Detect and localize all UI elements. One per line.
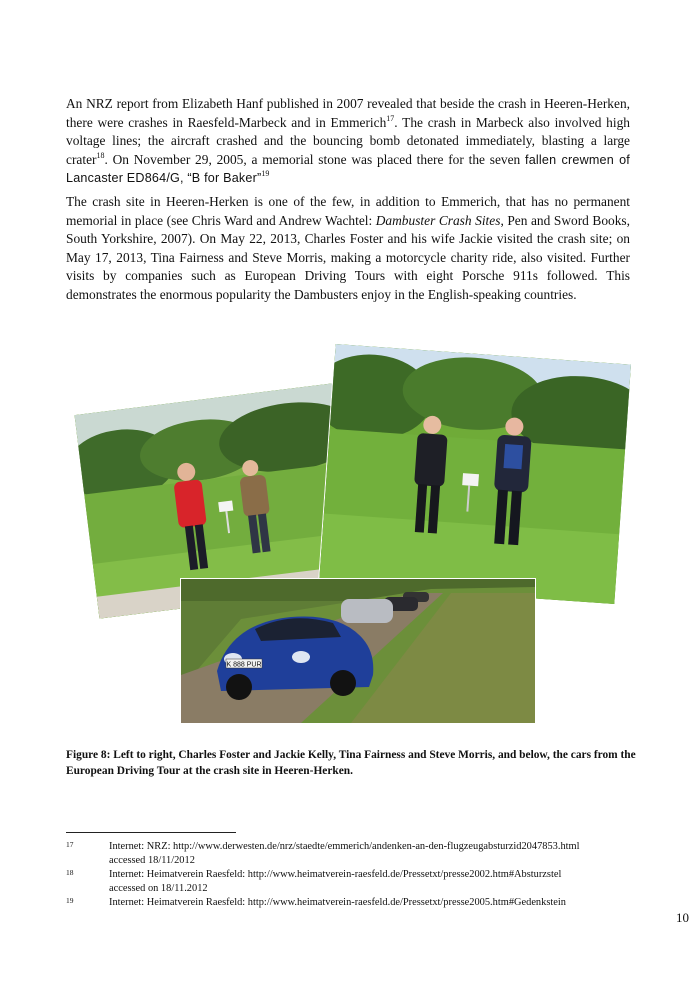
photo-porsche-tour: [181, 579, 535, 723]
footnote-number: 17: [66, 840, 74, 849]
footnote-number: 18: [66, 868, 74, 877]
book-title: Dambuster Crash Sites: [375, 212, 501, 228]
footnote-number: 19: [66, 896, 74, 905]
footnote-link[interactable]: Internet: Heimatverein Raesfeld: http://www.heimatverein-raesfeld.de/Pressetxt/presse2005.htm#Gedenkstein: [109, 897, 566, 908]
license-plate: K 888 PUR: [226, 661, 262, 669]
lancaster-text: fallen crewmen of Lancaster ED864/G, “B for Baker”: [66, 152, 630, 186]
footnote-accessed: accessed 18/11/2012: [109, 855, 195, 867]
figure-caption: Figure 8: Left to right, Charles Foster and Jackie Kelly, Tina Fairness and Steve Morris, and below, the cars from the European Driving Tour at the crash site in Heeren-Herken.: [66, 749, 636, 777]
footnote-ref-18[interactable]: 18: [96, 150, 105, 160]
footnote-link[interactable]: Internet: NRZ: http://www.derwesten.de/nrz/staedte/emmerich/andenken-an-den-flugzeugabsturzid2047853.html: [109, 841, 580, 852]
footnote-separator: [66, 832, 236, 833]
footnote-link[interactable]: Internet: Heimatverein Raesfeld: http://www.heimatverein-raesfeld.de/Pressetxt/presse2002.htm#Absturzstel: [109, 869, 562, 880]
footnote-ref-17[interactable]: 17: [386, 113, 395, 123]
photo-fairness-morris: [319, 344, 631, 604]
footnote-accessed: accessed on 18/11.2012: [109, 883, 208, 895]
footnote-ref-19[interactable]: 19: [261, 169, 270, 179]
paragraph-crash-site: The crash site in Heeren-Herken is one of the few, in addition to Emmerich, that has no permanent memorial in place (see Chris Ward and Andrew Wachtel: Dambuster Crash Sites, Pen and Sword Books, South Yorkshire, 2007). On May 22, 2013, Charles Foster and his wife Jackie visited the crash site; on May 17, 2013, Tina Fairness and Steve Morris, making a motorcycle charity ride, also visited. Further visits by companies such as European Driving Tours with eight Porsche 911s followed. This demonstrates the enormous popularity the Dambusters enjoy in the English-speaking countries.: [66, 194, 630, 302]
paragraph-nrz-report: An NRZ report from Elizabeth Hanf published in 2007 revealed that beside the crash in Heeren-Herken, there were crashes in Raesfeld-Marbeck and in Emmerich$^{17}$. The crash in Marbeck also involved high voltage lines; the aircraft crashed and the bouncing bomb detonated immediately, blasting a large crater$^{18}$. On November 29, 2005, a memorial stone was placed there for the seven fallen crewmen of Lancaster ED864/G, “B for Baker”$^{19}$: [66, 96, 630, 186]
page-number: 10: [676, 910, 689, 925]
